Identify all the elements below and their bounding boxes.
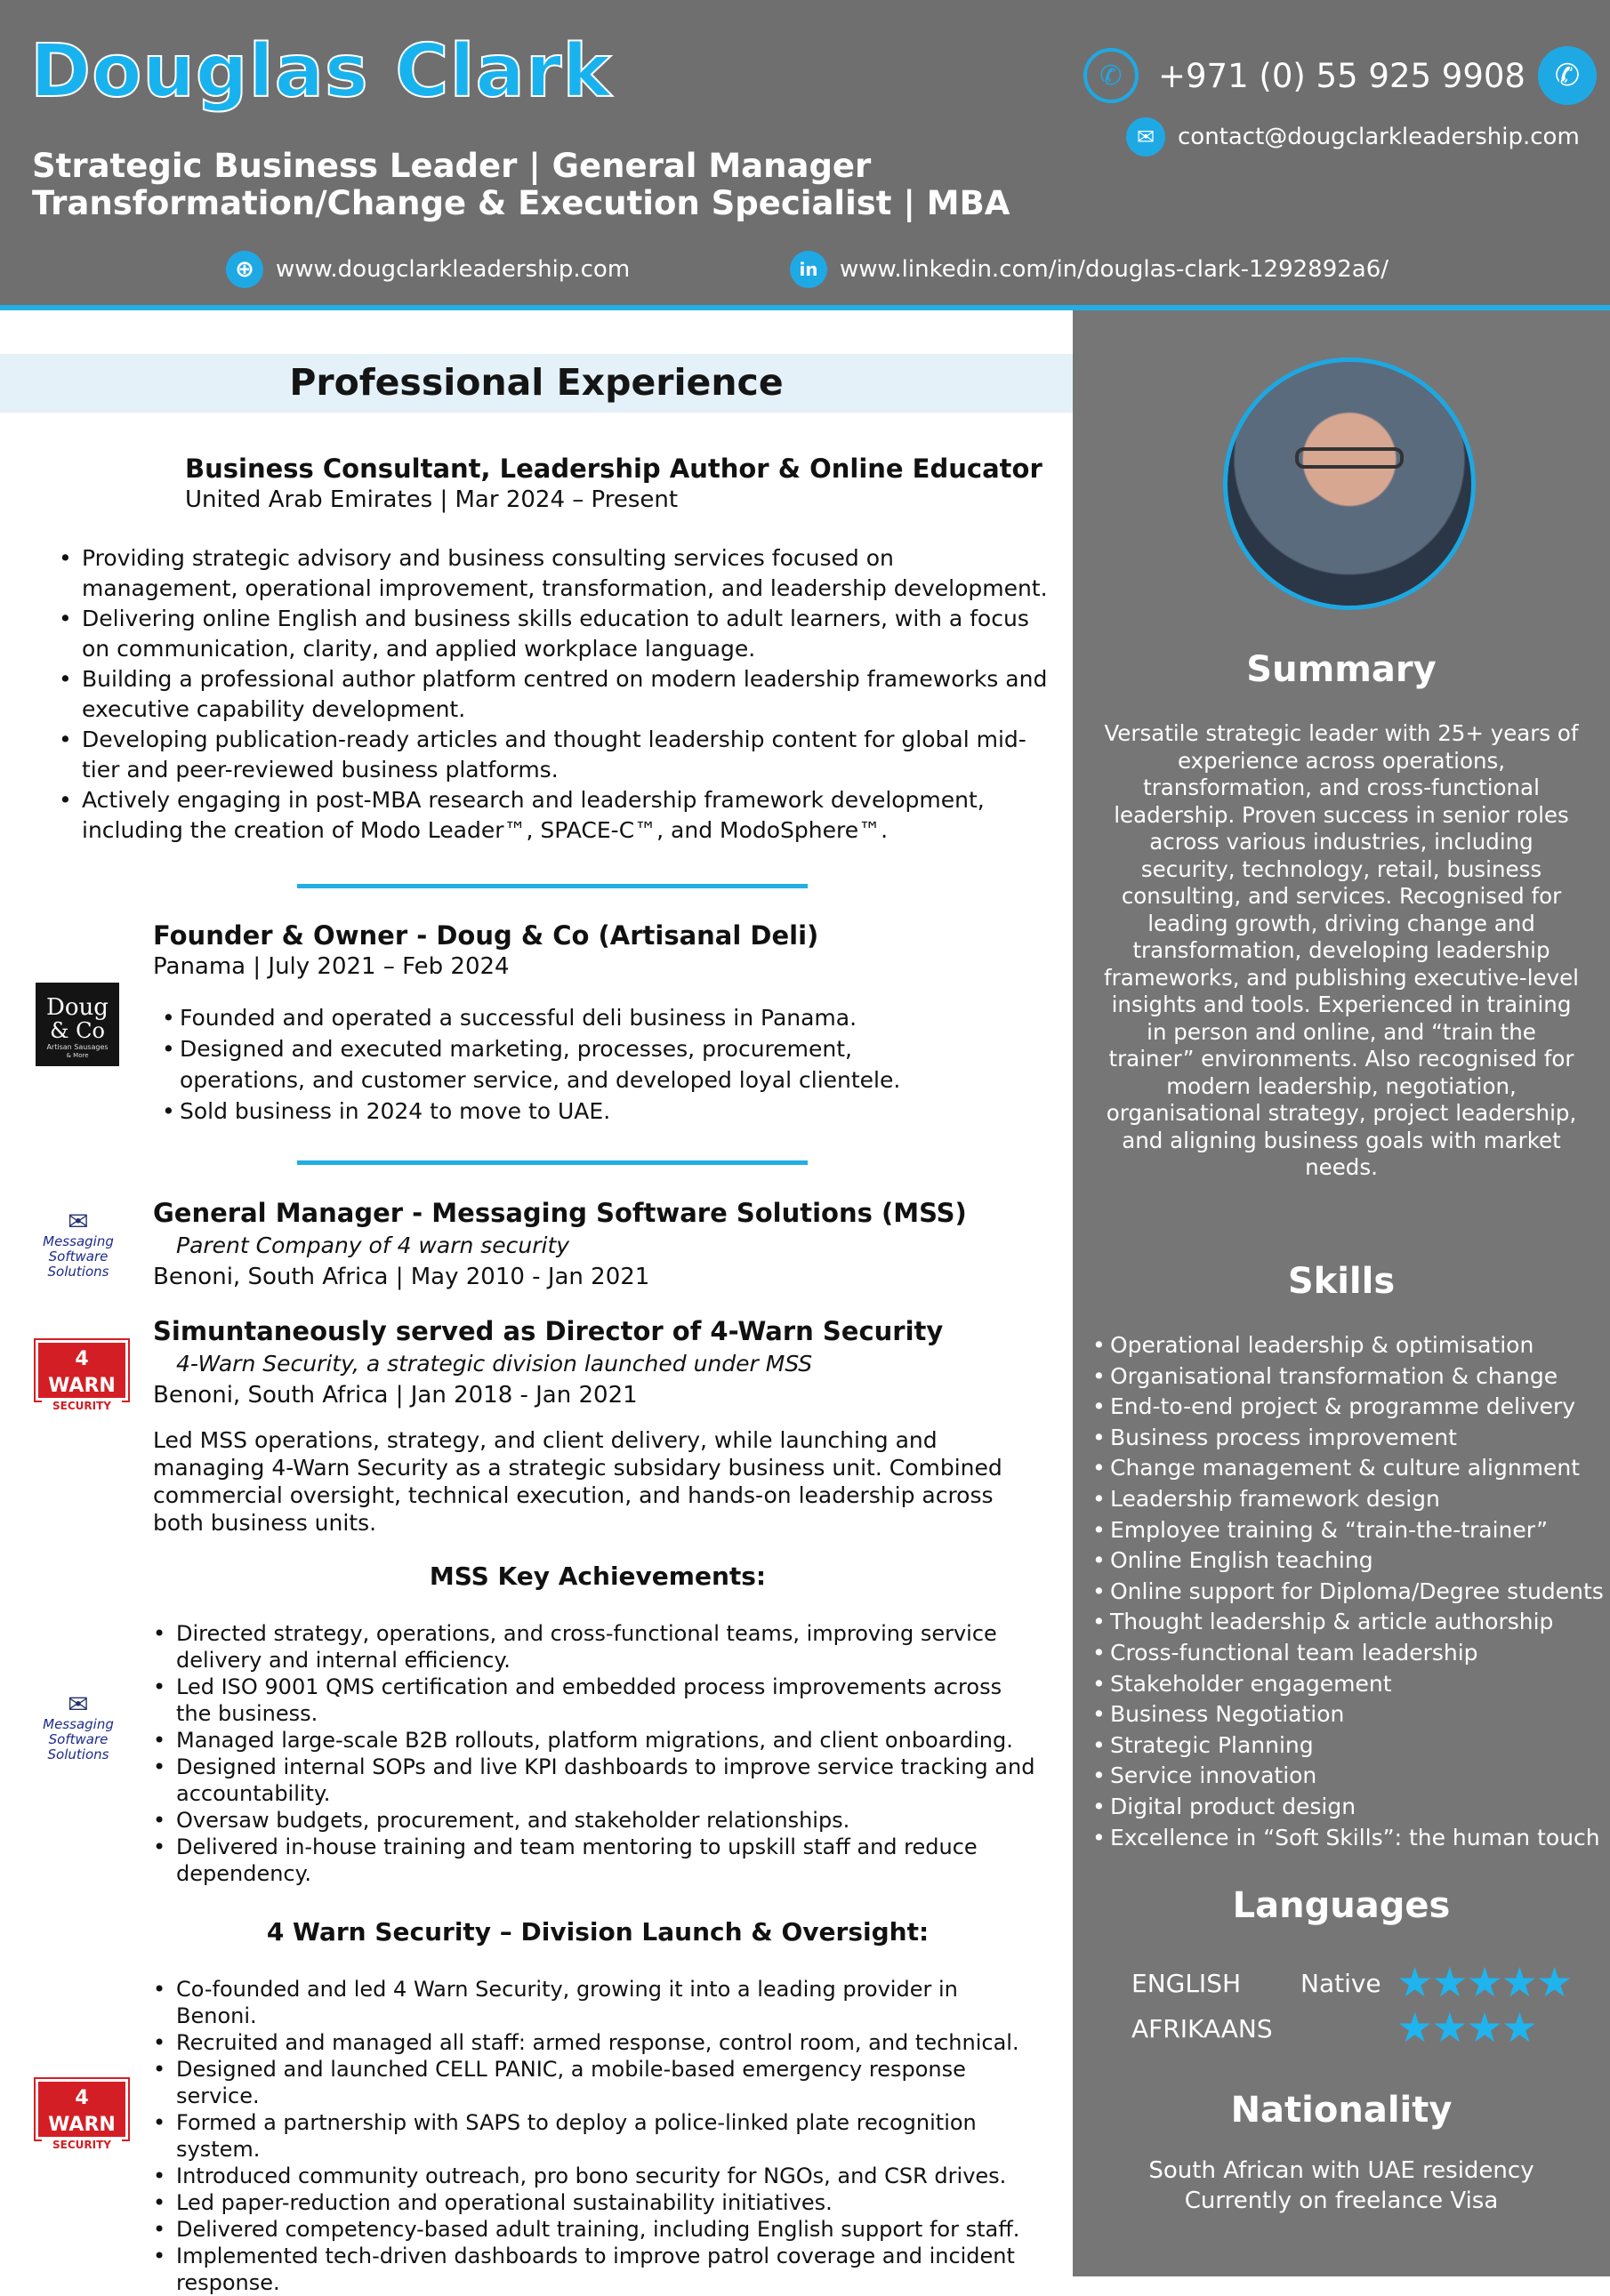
logo-text: Artisan Sausages [46, 1043, 109, 1051]
list-item: • Business Negotiation [1092, 1699, 1604, 1730]
job2-meta: Panama | July 2021 – Feb 2024 [153, 953, 510, 980]
email-icon: ✉ [1126, 117, 1165, 157]
list-item: • Digital product design [1092, 1792, 1604, 1823]
mss-logo [34, 1209, 123, 1289]
list-item: • Formed a partnership with SAPS to deploy a police-linked plate recognition system. [153, 2109, 1042, 2163]
list-item: • Recruited and managed all staff: armed response, control room, and technical. [153, 2029, 1042, 2056]
logo-text: Solutions [47, 1264, 109, 1280]
star-icon: ★ [1431, 2003, 1467, 2051]
list-item: • Directed strategy, operations, and cross-functional teams, improving service delivery and internal efficiency. [153, 1620, 1042, 1674]
list-item: • Developing publication-ready articles and thought leadership content for global mid-tier and peer-reviewed business platforms. [59, 725, 1055, 785]
list-item: • Introduced community outreach, pro bono security for NGOs, and CSR drives. [153, 2163, 1042, 2189]
list-item: • Building a professional author platform centred on modern leadership frameworks and executive capability development. [59, 664, 1055, 725]
linkedin-link[interactable]: www.linkedin.com/in/douglas-clark-1292892a6/ [840, 256, 1389, 283]
linkedin-icon: in [790, 251, 827, 288]
summary-text: Versatile strategic leader with 25+ years of experience across operations, transformation, and cross-functional leadership. Proven success in senior roles across various industries, including security, technology, retail, business consulting, and services. Recognised for leading growth, driving change and transformation, developing leadership frameworks, and publishing executive-level insights and tools. Experienced in training in person and online, and “train the trainer” environments. Also recognised for modern leadership, negotiation, organisational strategy, project leadership, and aligning business goals with market needs. [1104, 720, 1579, 1180]
job1-meta: United Arab Emirates | Mar 2024 – Present [185, 486, 679, 513]
divider [297, 1160, 808, 1165]
star-icon: ★ [1466, 1958, 1501, 2006]
job3-meta: Benoni, South Africa | May 2010 - Jan 2021 [153, 1264, 650, 1290]
logo-text: Messaging [43, 1716, 114, 1732]
list-item: • Operational leadership & optimisation [1092, 1330, 1604, 1361]
logo-text: 4 WARN [48, 2087, 116, 2136]
whatsapp-icon[interactable]: ✆ [1538, 46, 1597, 105]
divider [297, 884, 808, 888]
list-item: • Oversaw budgets, procurement, and stakeholder relationships. [153, 1807, 1042, 1834]
list-item: • Thought leadership & article authorship [1092, 1607, 1604, 1638]
list-item: • Providing strategic advisory and business consulting services focused on management, operational improvement, transformation, and leadership development. [59, 543, 1055, 604]
list-item: • Organisational transformation & change [1092, 1361, 1604, 1393]
phone-row [1083, 46, 1597, 105]
doug-co-logo [36, 983, 119, 1066]
warn-bullets [153, 1976, 1042, 2296]
list-item: • Service innovation [1092, 1761, 1604, 1792]
language-afrikaans: AFRIKAANS [1131, 2014, 1273, 2043]
star-icon: ★ [1397, 1958, 1432, 2006]
logo-text: Software [48, 1248, 109, 1264]
logo-text: 4 WARN [48, 1348, 116, 1397]
job1-bullets [59, 543, 1055, 846]
logo-text: & Co [50, 1018, 105, 1043]
mss-bullets [153, 1620, 1042, 1887]
glasses-shape [1295, 447, 1404, 469]
globe-icon: ⊕ [226, 251, 263, 288]
job4-paragraph: Led MSS operations, strategy, and client delivery, while launching and managing 4-Warn Security as a strategic subsidary business unit. Combined commercial oversight, technical execution, and hands-on leadership across both business units. [153, 1427, 1002, 1536]
skills-heading: Skills [1287, 1261, 1396, 1302]
logo-text: Solutions [47, 1746, 109, 1762]
list-item: • Sold business in 2024 to move to UAE. [162, 1096, 962, 1127]
list-item: • Designed and executed marketing, processes, procurement, operations, and customer service, and developed loyal clientele. [162, 1033, 962, 1096]
star-icon: ★ [1466, 2003, 1501, 2051]
list-item: • Designed internal SOPs and live KPI dashboards to improve service tracking and accountability. [153, 1754, 1042, 1807]
list-item: • Designed and launched CELL PANIC, a mobile-based emergency response service. [153, 2056, 1042, 2109]
list-item: • Online English teaching [1092, 1545, 1604, 1577]
nationality-line-2: Currently on freelance Visa [1184, 2188, 1499, 2214]
list-item: • Business process improvement [1092, 1423, 1604, 1454]
list-item: • Implemented tech-driven dashboards to improve patrol coverage and incident response. [153, 2243, 1042, 2296]
tagline-line-2: Transformation/Change & Execution Specialist | MBA [32, 184, 1010, 222]
list-item: • Stakeholder engagement [1092, 1669, 1604, 1700]
list-item: • Employee training & “train-the-trainer” [1092, 1515, 1604, 1546]
star-icon: ★ [1431, 1958, 1467, 2006]
experience-heading: Professional Experience [289, 361, 784, 404]
star-icon: ★ [1501, 1958, 1536, 2006]
nationality-line-1: South African with UAE residency [1148, 2157, 1534, 2184]
list-item: • Managed large-scale B2B rollouts, platform migrations, and client onboarding. [153, 1727, 1042, 1754]
envelope-icon: ✉ [68, 1690, 89, 1719]
phone-number[interactable]: +971 (0) 55 925 9908 [1158, 56, 1525, 95]
list-item: • Led paper-reduction and operational sustainability initiatives. [153, 2189, 1042, 2216]
logo-text: SECURITY [42, 2139, 122, 2151]
envelope-icon: ✉ [68, 1207, 89, 1236]
list-item: • Actively engaging in post-MBA research and leadership framework development, including the creation of Modo Leader™, SPACE-C™, and ModoSphere™. [59, 785, 1055, 846]
job2-title: Founder & Owner - Doug & Co (Artisanal Deli) [153, 920, 819, 951]
logo-text: & More [66, 1052, 89, 1059]
phone-icon: ✆ [1083, 48, 1139, 103]
website-link[interactable]: www.dougclarkleadership.com [276, 256, 631, 283]
language-english: ENGLISH [1131, 1969, 1242, 1998]
tagline-line-1: Strategic Business Leader | General Manager [32, 147, 872, 185]
name-title: Douglas Clark [30, 29, 612, 114]
skills-list [1092, 1330, 1604, 1853]
list-item: • Excellence in “Soft Skills”: the human touch [1092, 1823, 1604, 1854]
list-item: • Leadership framework design [1092, 1484, 1604, 1515]
languages-heading: Languages [1232, 1885, 1451, 1926]
job4-title: Simuntaneously served as Director of 4-Warn Security [153, 1316, 944, 1346]
logo-text: SECURITY [42, 1400, 122, 1412]
list-item: • Co-founded and led 4 Warn Security, growing it into a leading provider in Benoni. [153, 1976, 1042, 2029]
job4-meta: Benoni, South Africa | Jan 2018 - Jan 2021 [153, 1382, 638, 1409]
star-icon: ★ [1501, 2003, 1536, 2051]
job3-subtitle: Parent Company of 4 warn security [176, 1232, 570, 1258]
job2-bullets [162, 1002, 962, 1127]
4warn-logo [36, 1340, 128, 1412]
mss-logo [34, 1692, 123, 1772]
list-item: • Delivered competency-based adult training, including English support for staff. [153, 2216, 1042, 2243]
nationality-heading: Nationality [1230, 2090, 1453, 2131]
list-item: • Online support for Diploma/Degree students [1092, 1577, 1604, 1608]
rating-stars-afrikaans [1397, 2003, 1536, 2051]
mss-achievements-heading: MSS Key Achievements: [429, 1561, 767, 1591]
email-link[interactable]: contact@dougclarkleadership.com [1178, 124, 1580, 150]
list-item: • Change management & culture alignment [1092, 1453, 1604, 1484]
list-item: • Strategic Planning [1092, 1730, 1604, 1762]
job3-title: General Manager - Messaging Software Solutions (MSS) [153, 1198, 967, 1228]
star-icon: ★ [1397, 2003, 1432, 2051]
logo-text: Messaging [43, 1233, 114, 1249]
warn-heading: 4 Warn Security – Division Launch & Oversight: [266, 1917, 930, 1947]
rating-stars-english [1397, 1958, 1572, 2006]
list-item: • End-to-end project & programme delivery [1092, 1392, 1604, 1423]
star-icon: ★ [1536, 1958, 1572, 2006]
summary-heading: Summary [1246, 649, 1437, 690]
job4-subtitle: 4-Warn Security, a strategic division launched under MSS [176, 1351, 813, 1377]
linkedin-row [790, 251, 1389, 288]
list-item: • Cross-functional team leadership [1092, 1638, 1604, 1669]
list-item: • Delivered in-house training and team mentoring to upskill staff and reduce dependency. [153, 1834, 1042, 1887]
list-item: • Led ISO 9001 QMS certification and embedded process improvements across the business. [153, 1674, 1042, 1727]
profile-photo [1223, 357, 1476, 610]
list-item: • Founded and operated a successful deli business in Panama. [162, 1002, 962, 1033]
list-item: • Delivering online English and business skills education to adult learners, with a focus on communication, clarity, and applied workplace language. [59, 604, 1055, 664]
job1-title: Business Consultant, Leadership Author & Online Educator [185, 454, 1042, 484]
language-english-level: Native [1300, 1969, 1381, 1998]
logo-text: Software [48, 1731, 109, 1747]
logo-text: Doug [46, 994, 109, 1021]
email-row [1126, 117, 1580, 157]
website-row [226, 251, 630, 288]
4warn-logo [36, 2079, 128, 2151]
